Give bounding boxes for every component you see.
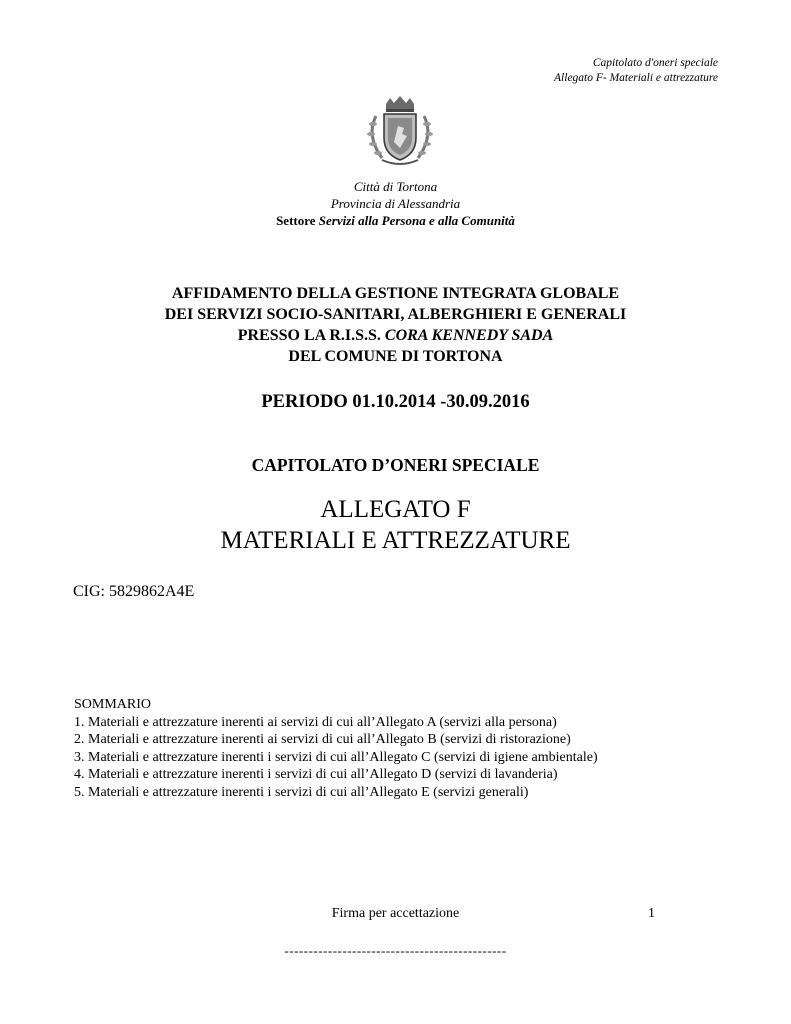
chapter-title: CAPITOLATO D’ONERI SPECIALE xyxy=(251,455,540,475)
coat-of-arms-icon xyxy=(360,96,440,168)
sector-name: Servizi alla Persona e alla Comunità xyxy=(318,213,515,228)
summary xyxy=(74,696,598,801)
header-line-1: Capitolato d'oneri speciale xyxy=(592,57,718,69)
list-item: 2. Materiali e attrezzature inerenti ai servizi di cui all’Allegato B (servizi di ristorazione) xyxy=(74,732,571,747)
cig-code: CIG: 5829862A4E xyxy=(73,583,195,600)
province-name: Provincia di Alessandria xyxy=(330,196,461,211)
annex-line-1: ALLEGATO F xyxy=(320,496,471,523)
document-title xyxy=(0,283,791,367)
signature-line: ---------------------------------------------- xyxy=(284,943,507,958)
signature-label: Firma per accettazione xyxy=(331,906,460,921)
list-item: 1. Materiali e attrezzature inerenti ai servizi di cui all’Allegato A (servizi alla persona) xyxy=(74,714,557,730)
page-number: 1 xyxy=(648,906,655,921)
title-line-1: AFFIDAMENTO DELLA GESTIONE INTEGRATA GLOBALE xyxy=(171,285,620,302)
annex-title xyxy=(0,494,791,556)
title-line-2: DEI SERVIZI SOCIO-SANITARI, ALBERGHIERI E GENERALI xyxy=(164,306,627,323)
period: PERIODO 01.10.2014 -30.09.2016 xyxy=(261,392,530,412)
title-line-4: DEL COMUNE DI TORTONA xyxy=(288,348,503,365)
list-item: 5. Materiali e attrezzature inerenti i servizi di cui all’Allegato E (servizi generali) xyxy=(74,784,529,800)
sector-label: Settore xyxy=(276,213,316,228)
summary-heading: SOMMARIO xyxy=(74,697,152,712)
list-item: 3. Materiali e attrezzature inerenti i servizi di cui all’Allegato C (servizi di igiene ambientale) xyxy=(74,749,598,765)
title-line-3-prefix: PRESSO LA R.I.S.S. xyxy=(237,327,381,344)
header-line-2: Allegato F- Materiali e attrezzature xyxy=(554,72,718,84)
authority-block xyxy=(0,178,791,229)
city-name: Città di Tortona xyxy=(353,179,438,194)
annex-line-2: MATERIALI E ATTREZZATURE xyxy=(220,527,571,554)
running-header xyxy=(554,56,718,86)
list-item: 4. Materiali e attrezzature inerenti i servizi di cui all’Allegato D (servizi di lavanderia) xyxy=(74,767,558,782)
facility-name: CORA KENNEDY SADA xyxy=(384,327,554,344)
